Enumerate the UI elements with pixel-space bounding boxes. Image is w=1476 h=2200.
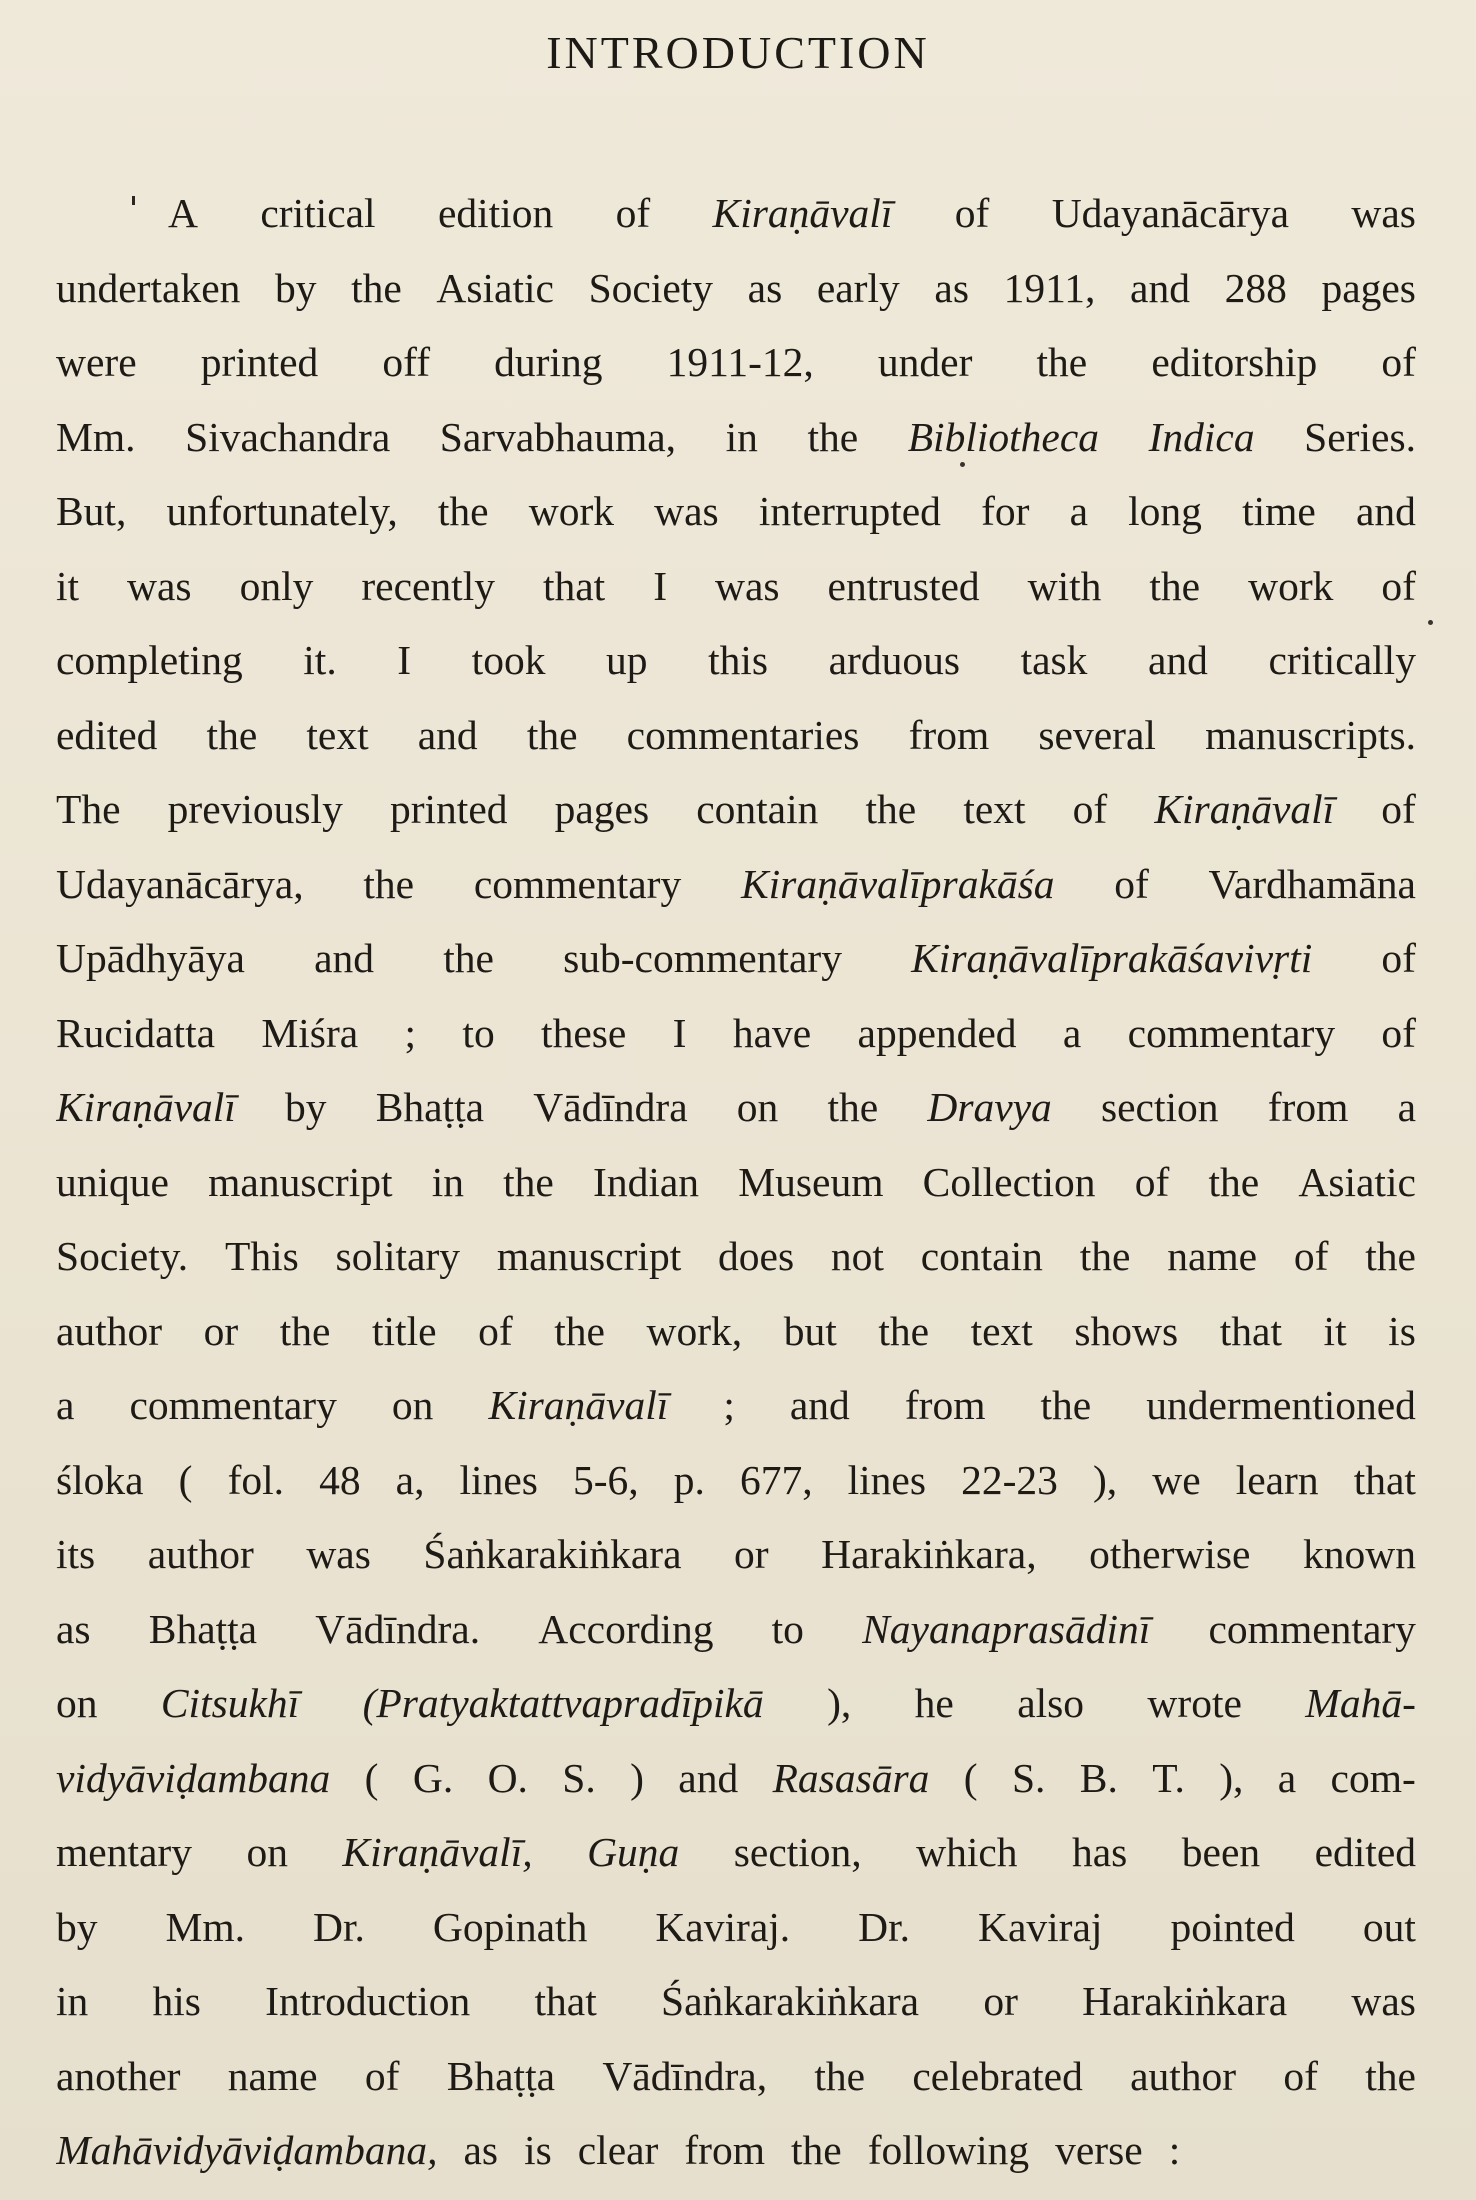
word: author	[56, 1307, 163, 1354]
word: the	[1365, 1233, 1416, 1279]
word: took	[471, 637, 546, 683]
word: solitary	[335, 1233, 461, 1279]
word: pages	[554, 786, 650, 832]
word: completing	[56, 637, 243, 683]
word: of	[1072, 786, 1108, 832]
word: Kaviraj.	[655, 1903, 791, 1950]
text-line	[56, 1741, 1416, 1816]
word: under	[877, 339, 973, 385]
word: by	[274, 264, 317, 311]
word: commentary	[1208, 1605, 1416, 1652]
word: Sarvabhauma,	[439, 413, 677, 460]
word: appended	[857, 1009, 1017, 1056]
word: Bhaṭṭa	[446, 2052, 556, 2099]
word: to	[462, 1009, 495, 1056]
word: these	[541, 1009, 627, 1056]
word: author	[1130, 2052, 1237, 2099]
word: that	[542, 562, 606, 609]
word: But,	[56, 488, 127, 534]
word: Kiraṇāvalī	[488, 1382, 669, 1428]
word: of	[1381, 935, 1416, 981]
word: was	[127, 562, 192, 609]
word: in	[56, 1978, 89, 2024]
word: during	[494, 339, 603, 385]
text-line	[56, 1666, 1416, 1741]
word: learn	[1235, 1456, 1319, 1503]
word: of	[1114, 860, 1149, 907]
word: Udayanācārya,	[56, 860, 304, 907]
text-line	[56, 772, 1416, 847]
word: a	[1069, 488, 1089, 534]
word: and	[789, 1382, 850, 1428]
word: work	[1248, 562, 1334, 609]
word: the	[807, 413, 859, 460]
word: śloka	[56, 1456, 144, 1503]
word: Asiatic	[1298, 1158, 1416, 1205]
word: of	[1381, 786, 1416, 832]
word: that	[534, 1978, 597, 2024]
word: com-	[1330, 1754, 1416, 1801]
word: title	[372, 1307, 437, 1354]
word: Nayanaprasādinī	[862, 1605, 1151, 1652]
word: from	[904, 1382, 986, 1428]
word: is	[1388, 1307, 1416, 1354]
word: Miśra	[261, 1009, 359, 1056]
word: work	[528, 488, 615, 534]
word: undertaken	[56, 264, 241, 311]
word: Mm.	[165, 1903, 246, 1950]
word: from	[908, 711, 990, 758]
word: the	[554, 1307, 605, 1354]
word: sub-commentary	[563, 935, 842, 981]
print-speck	[1428, 620, 1433, 625]
word: also	[1017, 1680, 1085, 1726]
word: the	[878, 1307, 930, 1354]
word: vidyāviḍambana	[56, 1754, 331, 1801]
word: a	[1062, 1009, 1082, 1056]
word: on	[246, 1829, 288, 1875]
page-title: INTRODUCTION	[546, 27, 930, 78]
word: undermentioned	[1146, 1382, 1416, 1428]
word: Bibliotheca	[907, 413, 1100, 460]
word: I	[653, 562, 668, 609]
text-line	[56, 2113, 1416, 2188]
word: Mahā-	[1305, 1680, 1416, 1726]
word: Kaviraj	[978, 1903, 1103, 1950]
text-line	[56, 847, 1416, 922]
word: fol.	[227, 1456, 285, 1503]
word: Guṇa	[587, 1829, 680, 1875]
word: unfortunately,	[166, 488, 398, 534]
word: manuscripts.	[1205, 711, 1416, 758]
word: of	[954, 190, 990, 236]
word: Vādīndra.	[315, 1605, 481, 1652]
word: but	[783, 1307, 837, 1354]
word: B.	[1079, 1754, 1118, 1801]
word: from	[684, 2127, 766, 2173]
word: was	[1351, 1978, 1416, 2024]
word: that	[1353, 1456, 1416, 1503]
word: entrusted	[827, 562, 980, 609]
text-line	[56, 1890, 1416, 1965]
word: the	[526, 711, 578, 758]
word: I	[397, 637, 412, 683]
text-line	[56, 996, 1416, 1071]
word: a	[1397, 1084, 1416, 1130]
word: previously	[167, 786, 343, 832]
word: verse	[1055, 2127, 1143, 2173]
word: and	[314, 935, 375, 981]
word: Society.	[56, 1233, 189, 1279]
word: Asiatic	[436, 264, 554, 311]
word: the	[1079, 1233, 1131, 1279]
word: or	[734, 1531, 769, 1577]
word: of	[615, 190, 651, 236]
word: on	[56, 1680, 98, 1726]
word: arduous	[828, 637, 960, 683]
word: According	[538, 1605, 714, 1652]
word: pointed	[1170, 1903, 1295, 1950]
word: Vādīndra,	[602, 2052, 768, 2099]
word: and	[1147, 637, 1208, 683]
word: of	[1283, 2052, 1318, 2099]
word: the	[1208, 1158, 1260, 1205]
word: a,	[395, 1456, 425, 1503]
word: Bhaṭṭa	[375, 1084, 485, 1130]
word: Kiraṇāvalīprakāśavivṛti	[911, 935, 1313, 981]
word: of	[1381, 339, 1416, 385]
word: Kiraṇāvalīprakāśa	[740, 860, 1055, 907]
word: ),	[1092, 1456, 1118, 1503]
text-line	[56, 549, 1416, 624]
word: Vādīndra	[533, 1084, 688, 1130]
word: G.	[412, 1754, 454, 1801]
word: Kiraṇāvalī	[1154, 786, 1335, 832]
word: his	[152, 1978, 201, 2024]
word: several	[1038, 711, 1156, 758]
word: Kiraṇāvalī,	[342, 1829, 533, 1875]
word: critical	[260, 190, 376, 236]
word: task	[1020, 637, 1088, 683]
word: edited	[56, 711, 158, 758]
word: (	[963, 1754, 978, 1801]
word: Collection	[922, 1158, 1096, 1205]
word: otherwise	[1089, 1531, 1251, 1577]
word: the	[1365, 2052, 1416, 2099]
word: the	[351, 264, 402, 311]
text-line	[56, 1145, 1416, 1220]
word: section	[1100, 1084, 1219, 1130]
word: unique	[56, 1158, 169, 1205]
text-line	[56, 474, 1416, 549]
word: Kiraṇāvalī	[712, 190, 893, 236]
word: Śaṅkarakiṅkara	[660, 1978, 920, 2024]
word: by	[56, 1903, 98, 1950]
word: Rucidatta	[56, 1009, 216, 1056]
word: of	[1381, 1009, 1416, 1056]
word: in	[725, 413, 758, 460]
word: with	[1027, 562, 1102, 609]
text-line	[56, 176, 1416, 251]
word: the	[503, 1158, 554, 1205]
word: from	[1267, 1084, 1349, 1130]
word: the	[1040, 1382, 1092, 1428]
word: This	[224, 1233, 299, 1279]
word: Indian	[593, 1158, 700, 1205]
word: the	[827, 1084, 879, 1130]
word: Harakiṅkara,	[821, 1531, 1037, 1577]
word: as	[934, 264, 969, 311]
word: Mahāvidyāviḍambana,	[56, 2127, 438, 2173]
word: Dravya	[927, 1084, 1052, 1130]
word: S.	[1011, 1754, 1046, 1801]
word: on	[736, 1084, 779, 1130]
word: commentary	[129, 1382, 337, 1428]
word: Mm.	[56, 413, 136, 460]
word: printed	[200, 339, 319, 385]
word: ),	[1219, 1754, 1244, 1801]
word: was	[654, 488, 719, 534]
word: the	[1149, 562, 1201, 609]
word: printed	[389, 786, 508, 832]
word: on	[391, 1382, 434, 1428]
text-line	[56, 1443, 1416, 1518]
word: and	[1130, 264, 1190, 311]
word: manuscript	[496, 1233, 682, 1279]
word: lines	[459, 1456, 538, 1503]
word: early	[816, 264, 900, 311]
word: 48	[319, 1456, 361, 1503]
word: section,	[733, 1829, 862, 1875]
word: long	[1128, 488, 1202, 534]
word: by	[285, 1084, 327, 1130]
word: or	[203, 1307, 239, 1354]
word: commentaries	[626, 711, 860, 758]
word: Rasasāra	[772, 1754, 930, 1801]
word: of	[364, 2052, 400, 2099]
word: ),	[827, 1680, 852, 1726]
word: (	[178, 1456, 193, 1503]
word: Kiraṇāvalī	[56, 1084, 236, 1130]
text-line	[56, 1070, 1416, 1145]
word: 288	[1224, 264, 1287, 311]
word: commentary	[1127, 1009, 1336, 1056]
word: were	[56, 339, 137, 385]
word: edited	[1314, 1829, 1416, 1875]
word: was	[715, 562, 780, 609]
word: manuscript	[208, 1158, 393, 1205]
word: text	[306, 711, 369, 758]
word: Harakiṅkara	[1082, 1978, 1288, 2024]
word: author	[147, 1531, 254, 1577]
text-line	[56, 1517, 1416, 1592]
word: T.	[1152, 1754, 1185, 1801]
word: only	[239, 562, 314, 609]
word: the	[865, 786, 917, 832]
text-line	[56, 251, 1416, 326]
word: and	[417, 711, 478, 758]
word: and	[1355, 488, 1416, 534]
word: the	[791, 2127, 842, 2173]
word: S.	[562, 1754, 596, 1801]
word: critically	[1268, 637, 1416, 683]
word: have	[732, 1009, 812, 1056]
word: we	[1152, 1456, 1201, 1503]
word: to	[771, 1605, 804, 1652]
word: the	[437, 488, 489, 534]
word: text	[970, 1307, 1033, 1354]
word: following	[867, 2127, 1030, 2173]
text-line	[56, 698, 1416, 773]
word: The	[56, 786, 121, 832]
word: Museum	[738, 1158, 884, 1205]
word: Bhaṭṭa	[148, 1605, 258, 1652]
text-line	[56, 1592, 1416, 1667]
word: text	[963, 786, 1026, 832]
word: (Pratyaktattvapradīpikā	[362, 1680, 764, 1726]
word: ;	[723, 1382, 735, 1428]
word: contain	[920, 1233, 1043, 1279]
word: A	[168, 190, 198, 236]
word: lines	[847, 1456, 927, 1503]
word: it	[1323, 1307, 1347, 1354]
word: not	[830, 1233, 884, 1279]
word: Dr.	[858, 1903, 911, 1950]
text-line	[56, 1219, 1416, 1294]
word: name	[1167, 1233, 1258, 1279]
text-line	[56, 623, 1416, 698]
text-line	[56, 2039, 1416, 2114]
word: been	[1181, 1829, 1261, 1875]
word: 677,	[739, 1456, 813, 1503]
word: Series.	[1304, 413, 1416, 460]
word: celebrated	[912, 2052, 1083, 2099]
word: Udayanācārya	[1051, 190, 1290, 236]
word: a	[1277, 1754, 1297, 1801]
text-line	[56, 1368, 1416, 1443]
word: another	[56, 2052, 181, 2099]
word: Dr.	[313, 1903, 365, 1950]
word: he	[914, 1680, 954, 1726]
word: was	[306, 1531, 371, 1577]
word: Society	[588, 264, 714, 311]
word: known	[1303, 1531, 1416, 1577]
word: )	[630, 1754, 644, 1801]
word: Gopinath	[432, 1903, 588, 1950]
word: and	[678, 1754, 739, 1801]
word: 22-23	[961, 1456, 1058, 1503]
word: edition	[437, 190, 554, 236]
word: commentary	[473, 860, 682, 907]
word: Indica	[1148, 413, 1255, 460]
word: for	[981, 488, 1030, 534]
word: wrote	[1147, 1680, 1242, 1726]
word: the	[279, 1307, 331, 1354]
word: it	[56, 562, 80, 609]
word: the	[814, 2052, 866, 2099]
word: is	[524, 2127, 552, 2173]
word: Sivachandra	[185, 413, 391, 460]
word: editorship	[1151, 339, 1318, 385]
word: O.	[487, 1754, 528, 1801]
word: the	[206, 711, 258, 758]
word: (	[364, 1754, 379, 1801]
text-line	[56, 921, 1416, 996]
word: the	[363, 860, 415, 907]
introduction-body	[56, 176, 1416, 2188]
word: this	[708, 637, 769, 683]
word: that	[1219, 1307, 1282, 1354]
word: the	[443, 935, 494, 981]
text-line	[56, 1964, 1416, 2039]
word: Śaṅkarakiṅkara	[423, 1531, 682, 1577]
word: name	[227, 2052, 318, 2099]
word: :	[1168, 2127, 1181, 2173]
word: its	[56, 1531, 96, 1577]
word: it.	[303, 637, 337, 683]
word: the	[1036, 339, 1088, 385]
word: a	[56, 1382, 75, 1428]
word: 5-6,	[572, 1456, 639, 1503]
word: does	[718, 1233, 795, 1279]
word: as	[747, 264, 783, 311]
word: time	[1242, 488, 1316, 534]
word: shows	[1074, 1307, 1179, 1354]
word: 1911-12,	[666, 339, 814, 385]
text-line	[56, 1815, 1416, 1890]
text-line	[56, 400, 1416, 475]
word: of	[1381, 562, 1416, 609]
word: or	[983, 1978, 1018, 2024]
word: 1911,	[1003, 264, 1096, 311]
word: of	[478, 1307, 513, 1354]
word: which	[916, 1829, 1018, 1875]
word: of	[1293, 1233, 1329, 1279]
word: Introduction	[265, 1978, 471, 2024]
word: p.	[673, 1456, 705, 1503]
word: interrupted	[758, 488, 941, 534]
text-line	[56, 1294, 1416, 1369]
word: as	[463, 2127, 499, 2173]
word: I	[672, 1009, 687, 1056]
text-line	[56, 325, 1416, 400]
word: work,	[646, 1307, 743, 1354]
word: in	[431, 1158, 464, 1205]
word: contain	[696, 786, 819, 832]
word: has	[1072, 1829, 1128, 1875]
word: Vardhamāna	[1208, 860, 1416, 907]
word: clear	[577, 2127, 659, 2173]
word: Upādhyāya	[56, 935, 245, 981]
word: pages	[1321, 264, 1416, 311]
word: up	[606, 637, 648, 683]
word: as	[56, 1605, 91, 1652]
word: mentary	[56, 1829, 192, 1875]
word: was	[1351, 190, 1416, 236]
word: off	[382, 339, 431, 385]
word: recently	[361, 562, 495, 609]
word: ;	[404, 1009, 417, 1056]
word: Citsukhī	[160, 1680, 300, 1726]
word: out	[1362, 1903, 1416, 1950]
word: of	[1134, 1158, 1170, 1205]
